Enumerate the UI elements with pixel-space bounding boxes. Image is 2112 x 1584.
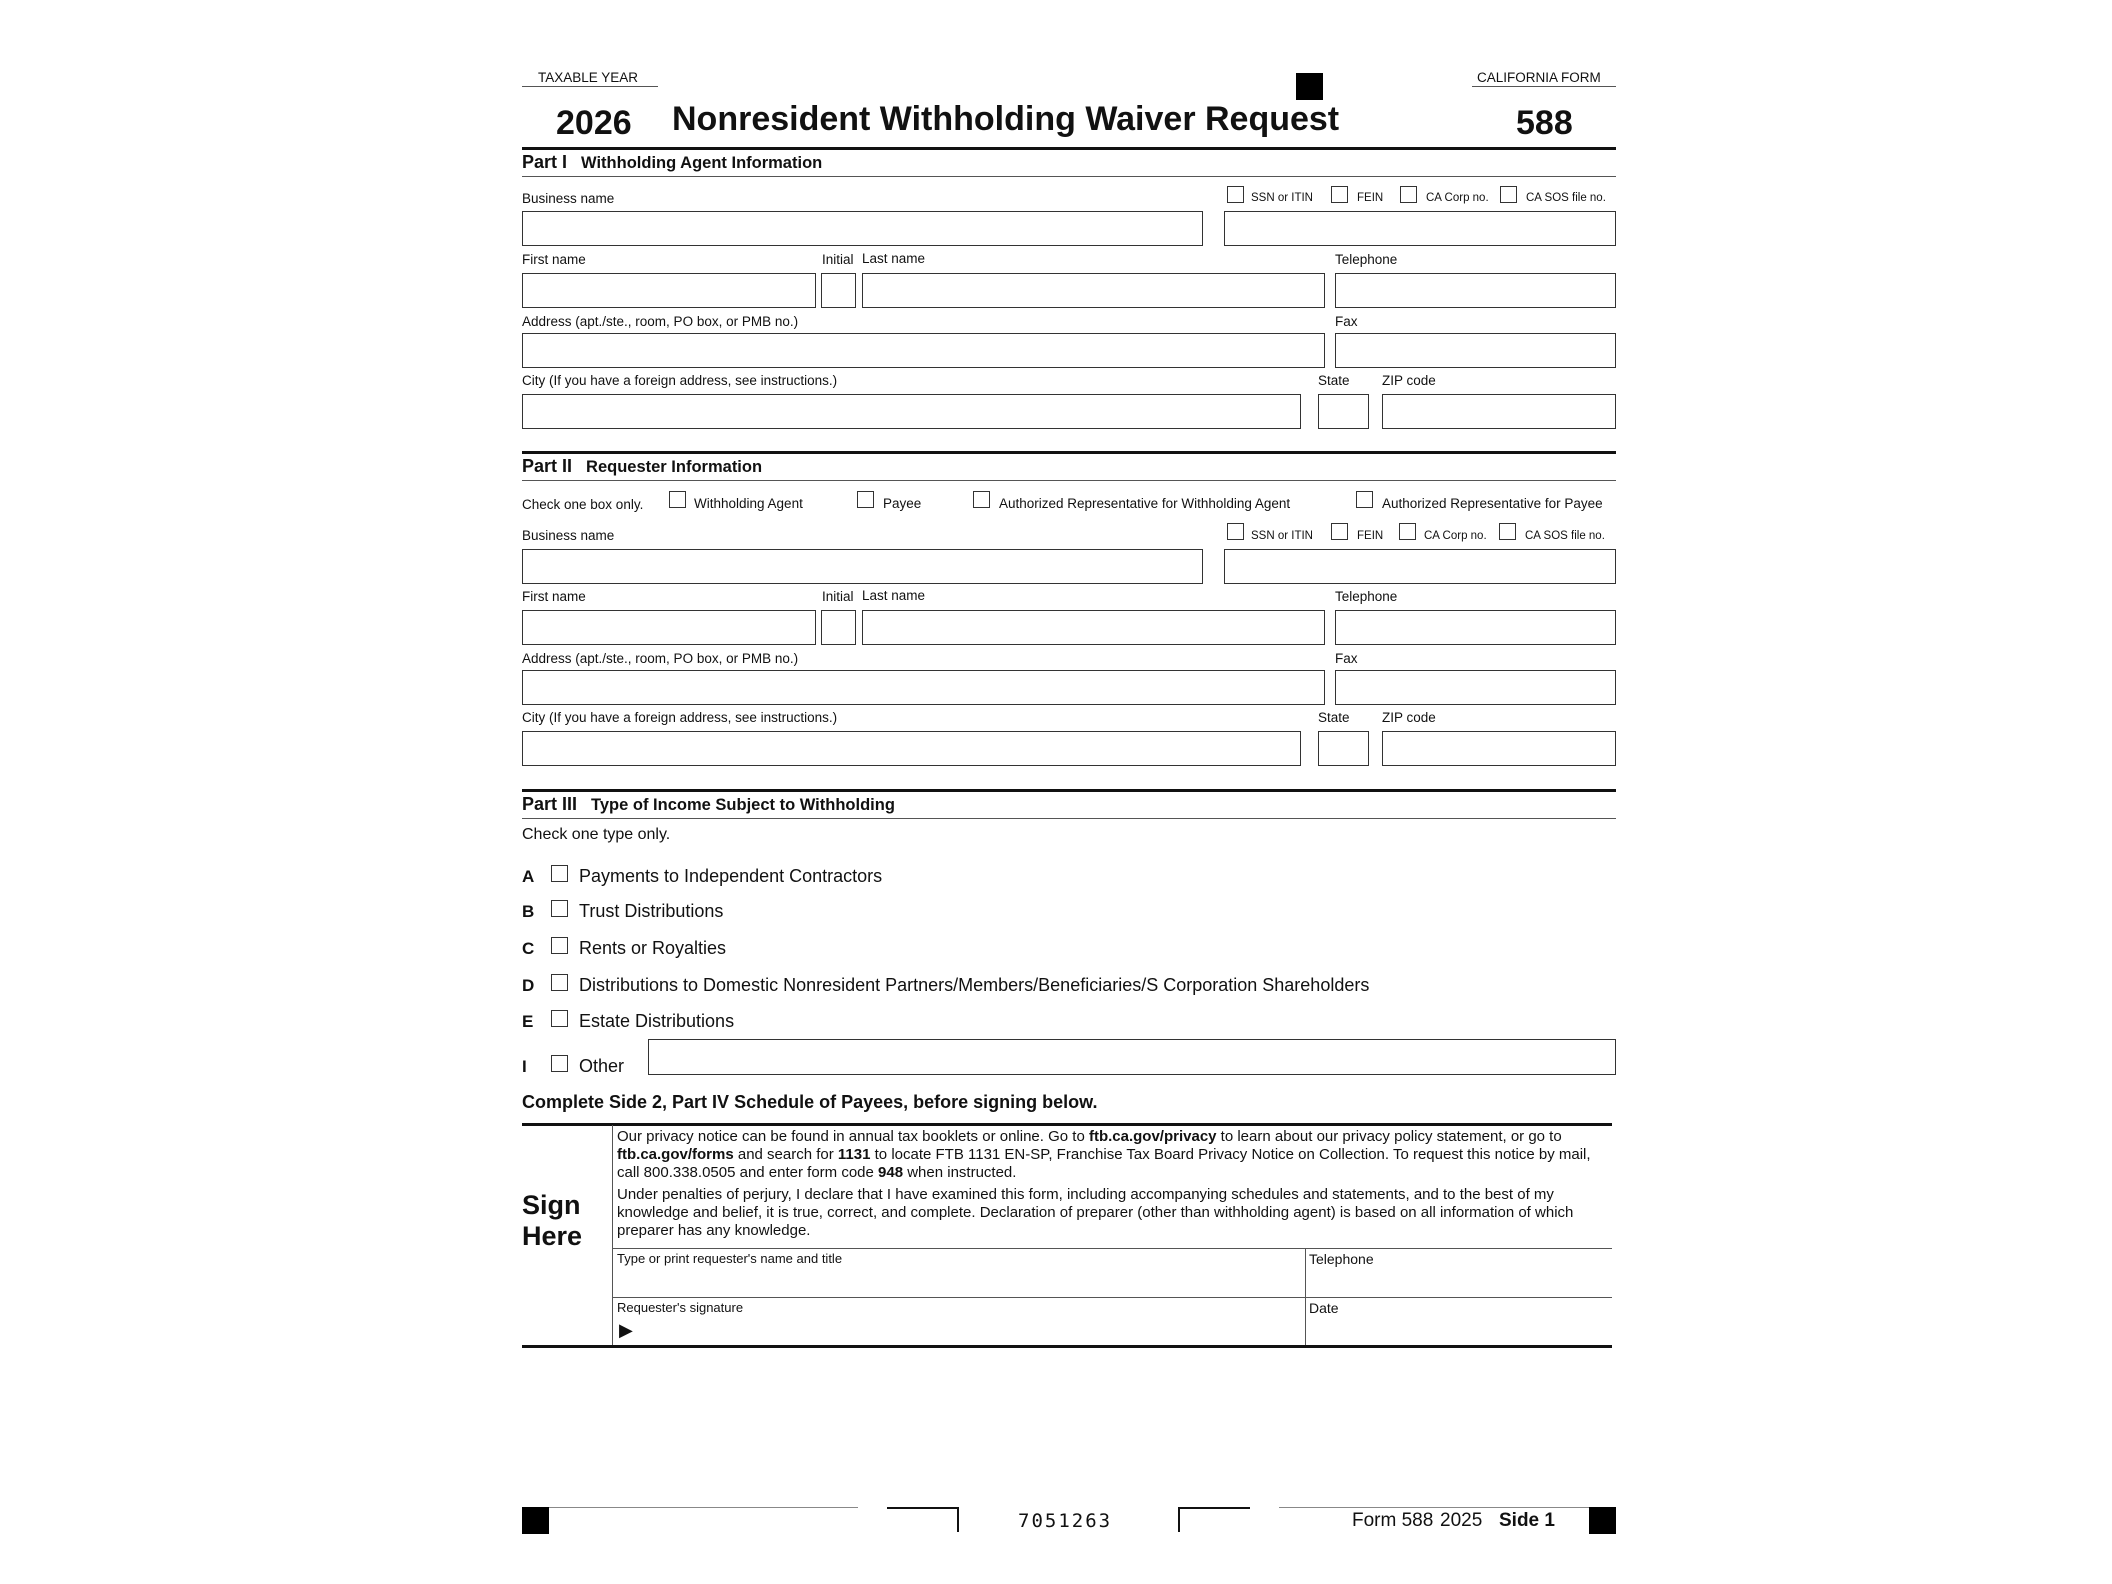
p1-corp-label: CA Corp no. (1426, 192, 1489, 204)
sign-left-divider (612, 1125, 613, 1345)
privacy-text-2: to learn about our privacy policy statement, or go to (1216, 1128, 1562, 1145)
p1-last-name-label: Last name (862, 251, 926, 266)
part3-top-rule (522, 789, 1616, 792)
income-c-label: Rents or Royalties (579, 938, 727, 958)
p2-corp-checkbox[interactable] (1399, 523, 1416, 540)
sign-title-line2: Here (522, 1221, 583, 1251)
p1-fein-checkbox[interactable] (1331, 186, 1348, 203)
p2-id-number-field[interactable] (1224, 549, 1616, 584)
p2-address-label: Address (apt./ste., room, PO box, or PMB no.) (522, 651, 799, 666)
sign-date-field[interactable] (1308, 1316, 1610, 1343)
form-code-948: 948 (878, 1164, 904, 1181)
part3-title: Type of Income Subject to Withholding (591, 796, 895, 814)
p2-sos-checkbox[interactable] (1499, 523, 1516, 540)
p1-address-label: Address (apt./ste., room, PO box, or PMB no.) (522, 314, 799, 329)
income-b-label: Trust Distributions (579, 901, 724, 921)
corner-mark-right (1178, 1507, 1250, 1532)
sign-title-line1: Sign (522, 1190, 581, 1220)
p1-id-number-field[interactable] (1224, 211, 1616, 246)
complete-side2-note: Complete Side 2, Part IV Schedule of Payees, before signing below. (522, 1092, 1098, 1112)
privacy-link[interactable]: ftb.ca.gov/privacy (1088, 1128, 1217, 1145)
income-b-checkbox[interactable] (551, 900, 568, 917)
footer-right-rule (1279, 1507, 1589, 1508)
income-d-label: Distributions to Domestic Nonresident Partners/Members/Beneficiaries/S Corporation Shareholders (579, 975, 1370, 995)
signature-arrow-icon: ▶ (619, 1320, 633, 1340)
p2-auth-rep-agent-checkbox[interactable] (973, 491, 990, 508)
p1-state-label: State (1318, 373, 1350, 388)
scan-code: 7051263 (1018, 1510, 1113, 1532)
form-title: Nonresident Withholding Waiver Request (672, 100, 1340, 138)
p2-sos-label: CA SOS file no. (1525, 530, 1605, 542)
p2-last-name-field[interactable] (862, 610, 1325, 645)
privacy-text-3: and search for (733, 1146, 838, 1163)
p2-last-name-label: Last name (862, 588, 926, 603)
income-other-field[interactable] (648, 1039, 1616, 1075)
sign-bottom-rule (522, 1345, 1612, 1348)
p2-withholding-agent-label: Withholding Agent (694, 496, 803, 511)
p2-corp-label: CA Corp no. (1424, 530, 1487, 542)
california-form-label: CALIFORNIA FORM (1477, 70, 1601, 85)
part2-label: Part II (522, 456, 573, 476)
privacy-notice (617, 1128, 1612, 1182)
requester-signature-label: Requester's signature (617, 1300, 744, 1315)
p2-address-field[interactable] (522, 670, 1325, 705)
income-a-label: Payments to Independent Contractors (579, 866, 883, 886)
p1-fax-label: Fax (1335, 314, 1358, 329)
p1-sos-label: CA SOS file no. (1526, 192, 1606, 204)
part2-top-rule (522, 451, 1616, 454)
p2-check-one-label: Check one box only. (522, 497, 644, 512)
sign-date-label: Date (1309, 1300, 1339, 1316)
income-d-checkbox[interactable] (551, 974, 568, 991)
requester-name-title-label: Type or print requester's name and title (617, 1251, 843, 1266)
part3-header (522, 794, 895, 815)
income-letter-b: B (522, 902, 535, 921)
p2-auth-rep-payee-checkbox[interactable] (1356, 491, 1373, 508)
requester-name-title-field[interactable] (614, 1266, 1302, 1295)
p1-zip-label: ZIP code (1382, 373, 1436, 388)
p1-business-name-label: Business name (522, 191, 615, 206)
registration-mark-bottom-right (1589, 1507, 1616, 1534)
footer-left-rule (549, 1507, 858, 1508)
p2-ssn-checkbox[interactable] (1227, 523, 1244, 540)
privacy-text-4: to locate FTB 1131 EN-SP, Franchise Tax Board Privacy Notice on Collection. To request this notice by mail, call 800.338.0505 and enter form code (617, 1146, 1591, 1181)
footer-year: 2025 (1440, 1510, 1483, 1531)
p2-auth-rep-payee-label: Authorized Representative for Payee (1382, 496, 1603, 511)
p1-city-label: City (If you have a foreign address, see instructions.) (522, 373, 838, 388)
part2-bottom-rule (522, 480, 1616, 481)
p1-initial-field[interactable] (821, 273, 856, 308)
p2-auth-rep-agent-label: Authorized Representative for Withholding Agent (999, 496, 1291, 511)
privacy-text-1: Our privacy notice can be found in annual tax booklets or online. Go to (617, 1128, 1089, 1145)
p2-first-name-label: First name (522, 589, 586, 604)
p2-city-label: City (If you have a foreign address, see instructions.) (522, 710, 838, 725)
p2-fein-label: FEIN (1357, 530, 1384, 542)
income-e-label: Estate Distributions (579, 1011, 735, 1031)
tax-year: 2026 (556, 104, 632, 142)
p2-state-label: State (1318, 710, 1350, 725)
p2-business-name-field[interactable] (522, 549, 1203, 584)
perjury-declaration: Under penalties of perjury, I declare that I have examined this form, including accompanying schedules and statements, and to the best of my knowledge and belief, it is true, correct, and complete. Declaration of preparer (other than withholding agent) is based on all information of which preparer has any knowledge. (617, 1186, 1574, 1239)
p2-withholding-agent-checkbox[interactable] (669, 491, 686, 508)
part1-header (522, 152, 822, 173)
part2-title: Requester Information (586, 458, 763, 476)
sign-telephone-field[interactable] (1308, 1268, 1610, 1295)
p1-fein-label: FEIN (1357, 192, 1384, 204)
p2-zip-field[interactable] (1382, 731, 1616, 766)
part1-top-rule (522, 147, 1616, 150)
corner-mark-left (887, 1507, 959, 1532)
taxable-year-label: TAXABLE YEAR (538, 70, 639, 85)
p2-city-field[interactable] (522, 731, 1301, 766)
sign-row2-rule (612, 1297, 1612, 1298)
part1-bottom-rule (522, 176, 1616, 177)
sign-top-rule (522, 1123, 1612, 1126)
p1-first-name-field[interactable] (522, 273, 816, 308)
requester-signature-field[interactable] (642, 1316, 1302, 1343)
p1-address-field[interactable] (522, 333, 1325, 368)
part1-label: Part I (522, 152, 568, 172)
privacy-text-5: when instructed. (903, 1164, 1017, 1181)
p1-state-field[interactable] (1318, 394, 1369, 429)
p2-state-field[interactable] (1318, 731, 1369, 766)
registration-mark-bottom-left (522, 1507, 549, 1534)
p1-initial-label: Initial (822, 252, 854, 267)
income-letter-e: E (522, 1012, 534, 1031)
income-letter-c: C (522, 939, 535, 958)
p1-business-name-field[interactable] (522, 211, 1203, 246)
p2-first-name-field[interactable] (522, 610, 816, 645)
income-e-checkbox[interactable] (551, 1010, 568, 1027)
p1-city-field[interactable] (522, 394, 1301, 429)
p1-sos-checkbox[interactable] (1500, 186, 1517, 203)
p1-fax-field[interactable] (1335, 333, 1616, 368)
forms-link[interactable]: ftb.ca.gov/forms (617, 1146, 734, 1163)
p2-fein-checkbox[interactable] (1331, 523, 1348, 540)
income-letter-i: I (522, 1057, 527, 1076)
p2-fax-field[interactable] (1335, 670, 1616, 705)
form-number: 588 (1516, 104, 1573, 142)
part2-header (522, 456, 762, 477)
part3-label: Part III (522, 794, 578, 814)
p1-telephone-label: Telephone (1335, 252, 1398, 267)
p1-first-name-label: First name (522, 252, 586, 267)
p1-corp-checkbox[interactable] (1400, 186, 1417, 203)
p2-payee-label: Payee (883, 496, 922, 511)
p2-fax-label: Fax (1335, 651, 1358, 666)
taxable-year-underline (522, 86, 658, 87)
california-form-underline (1472, 86, 1616, 87)
footer-form-label: Form 588 (1352, 1510, 1434, 1531)
footer-side: Side 1 (1499, 1510, 1555, 1531)
p1-ssn-label: SSN or ITIN (1251, 192, 1313, 204)
sign-vertical-divider (1305, 1248, 1306, 1345)
part1-title: Withholding Agent Information (581, 154, 823, 172)
p1-last-name-field[interactable] (862, 273, 1325, 308)
registration-mark-top (1296, 73, 1323, 100)
p1-zip-field[interactable] (1382, 394, 1616, 429)
part3-bottom-rule (522, 818, 1616, 819)
income-other-label: Other (579, 1056, 625, 1076)
income-a-checkbox[interactable] (551, 865, 568, 882)
income-other-checkbox[interactable] (551, 1055, 568, 1072)
p2-business-name-label: Business name (522, 528, 615, 543)
sign-telephone-label: Telephone (1309, 1251, 1374, 1267)
p1-telephone-field[interactable] (1335, 273, 1616, 308)
income-letter-a: A (522, 867, 535, 886)
sign-row1-rule (612, 1248, 1612, 1249)
p2-initial-field[interactable] (821, 610, 856, 645)
p2-telephone-field[interactable] (1335, 610, 1616, 645)
p2-payee-checkbox[interactable] (857, 491, 874, 508)
form-1131-number: 1131 (837, 1146, 871, 1163)
p2-telephone-label: Telephone (1335, 589, 1398, 604)
p3-check-one-label: Check one type only. (522, 826, 671, 843)
p1-ssn-checkbox[interactable] (1227, 186, 1244, 203)
income-letter-d: D (522, 976, 535, 995)
p2-ssn-label: SSN or ITIN (1251, 530, 1313, 542)
p2-zip-label: ZIP code (1382, 710, 1436, 725)
income-c-checkbox[interactable] (551, 937, 568, 954)
p2-initial-label: Initial (822, 589, 854, 604)
